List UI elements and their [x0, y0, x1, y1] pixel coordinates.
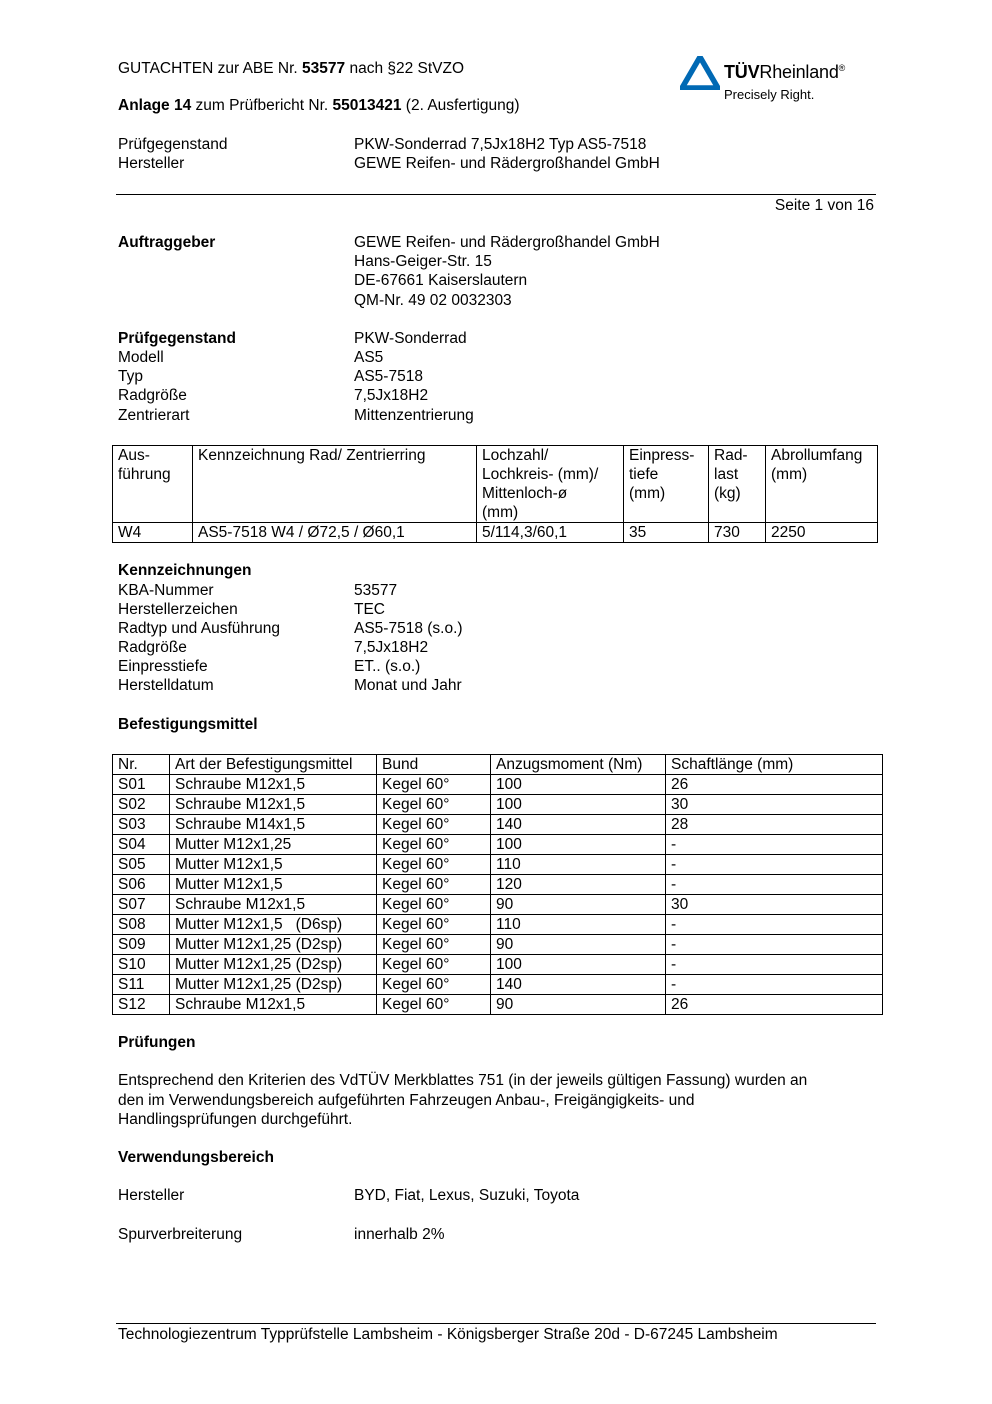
fasteners-cell: 30: [666, 895, 883, 915]
fasteners-cell: 100: [491, 795, 666, 815]
wheel-table-row: [113, 523, 878, 543]
table-row: [113, 815, 883, 835]
fasteners-cell: Schraube M12x1,5: [170, 895, 377, 915]
wheel-header-cell: [766, 446, 878, 523]
client-label: Auftraggeber: [118, 234, 216, 251]
fasteners-cell: Schraube M12x1,5: [170, 995, 377, 1015]
tests-text-line: Entsprechend den Kriterien des VdTÜV Merkblattes 751 (in der jeweils gültigen Fassung) wurden an: [118, 1072, 808, 1089]
wheel-cell: 2250: [766, 523, 878, 543]
wheel-header-line: Abrollumfang: [771, 447, 863, 464]
fasteners-cell: S10: [113, 955, 170, 975]
marking-value: AS5-7518 (s.o.): [354, 620, 463, 637]
fasteners-cell: 90: [491, 995, 666, 1015]
table-row: [113, 955, 883, 975]
fasteners-cell: -: [666, 955, 883, 975]
wheel-header-cell: [113, 446, 193, 523]
fasteners-table: [112, 754, 883, 1015]
type-label: Typ: [118, 368, 143, 385]
wheel-cell: W4: [113, 523, 193, 543]
fasteners-cell: 140: [491, 975, 666, 995]
fasteners-cell: S02: [113, 795, 170, 815]
manufacturer-label: Hersteller: [118, 155, 185, 172]
fasteners-cell: Mutter M12x1,5: [170, 855, 377, 875]
annex-line: Anlage 14 zum Prüfbericht Nr. 55013421 (2. Ausfertigung): [118, 97, 520, 114]
wheel-header-line: last: [714, 466, 739, 483]
fasteners-cell: S07: [113, 895, 170, 915]
fasteners-cell: S01: [113, 775, 170, 795]
marking-label: Herstellerzeichen: [118, 601, 238, 618]
marking-label: Radtyp und Ausführung: [118, 620, 281, 637]
model-value: AS5: [354, 349, 384, 366]
wheel-header-line: Mittenloch-ø: [482, 485, 568, 502]
wheel-version-table: [112, 445, 878, 543]
wheel-header-line: (kg): [714, 485, 741, 502]
usage-manufacturer-label: Hersteller: [118, 1187, 185, 1204]
wheel-header-line: (mm): [482, 504, 519, 521]
fasteners-cell: S04: [113, 835, 170, 855]
test-object-heading: Prüfgegenstand: [118, 330, 236, 347]
fasteners-cell: -: [666, 915, 883, 935]
fasteners-cell: Mutter M12x1,5: [170, 875, 377, 895]
fasteners-header-cell: Schaftlänge (mm): [666, 755, 883, 775]
test-report-number: 55013421: [332, 97, 402, 114]
fasteners-cell: Schraube M14x1,5: [170, 815, 377, 835]
fasteners-header-cell: Nr.: [113, 755, 170, 775]
tests-text-line: Handlingsprüfungen durchgeführt.: [118, 1111, 353, 1128]
fasteners-cell: S05: [113, 855, 170, 875]
abe-number: 53577: [302, 60, 346, 77]
track-widening-value: innerhalb 2%: [354, 1226, 445, 1243]
wheel-header-line: tiefe: [629, 466, 659, 483]
fasteners-cell: 90: [491, 895, 666, 915]
subject-value: PKW-Sonderrad 7,5Jx18H2 Typ AS5-7518: [354, 136, 647, 153]
fasteners-cell: S12: [113, 995, 170, 1015]
marking-value: 53577: [354, 582, 398, 599]
marking-label: Herstelldatum: [118, 677, 214, 694]
tuv-triangle-icon: [680, 56, 720, 90]
wheel-header-cell: [709, 446, 766, 523]
fasteners-cell: Schraube M12x1,5: [170, 795, 377, 815]
wheel-header-line: führung: [118, 466, 171, 483]
wheel-cell: 730: [709, 523, 766, 543]
table-row: [113, 995, 883, 1015]
subject-label: Prüfgegenstand: [118, 136, 228, 153]
wheel-cell: AS5-7518 W4 / Ø72,5 / Ø60,1: [193, 523, 477, 543]
test-object-value: PKW-Sonderrad: [354, 330, 467, 347]
marking-value: 7,5Jx18H2: [354, 639, 429, 656]
page-indicator: Seite 1 von 16: [774, 197, 874, 214]
fasteners-cell: -: [666, 935, 883, 955]
client-name: GEWE Reifen- und Rädergroßhandel GmbH: [354, 234, 660, 251]
fasteners-cell: Kegel 60°: [377, 855, 491, 875]
footer-address: Technologiezentrum Typprüfstelle Lambsheim - Königsberger Straße 20d - D-67245 Lambsheim: [118, 1326, 778, 1343]
table-row: [113, 915, 883, 935]
markings-heading: Kennzeichnungen: [118, 562, 252, 579]
fasteners-cell: Kegel 60°: [377, 895, 491, 915]
header-divider: [116, 194, 876, 195]
tests-text-line: den im Verwendungsbereich aufgeführten Fahrzeugen Anbau-, Freigängigkeits- und: [118, 1092, 695, 1109]
marking-label: KBA-Nummer: [118, 582, 214, 599]
table-row: [113, 895, 883, 915]
marking-label: Radgröße: [118, 639, 187, 656]
usage-heading: Verwendungsbereich: [118, 1149, 274, 1166]
fasteners-heading: Befestigungsmittel: [118, 716, 258, 733]
fasteners-cell: Kegel 60°: [377, 775, 491, 795]
fasteners-cell: -: [666, 835, 883, 855]
wheel-header-line: (mm): [629, 485, 666, 502]
report-title-line: GUTACHTEN zur ABE Nr. 53577 nach §22 StVZO: [118, 60, 465, 77]
centering-value: Mittenzentrierung: [354, 407, 474, 424]
fasteners-header-cell: Art der Befestigungsmittel: [170, 755, 377, 775]
fasteners-cell: S03: [113, 815, 170, 835]
fasteners-cell: S08: [113, 915, 170, 935]
wheel-size-value: 7,5Jx18H2: [354, 387, 429, 404]
marking-value: TEC: [354, 601, 385, 618]
fasteners-header-row: [113, 755, 883, 775]
table-row: [113, 975, 883, 995]
fasteners-cell: 26: [666, 995, 883, 1015]
fasteners-cell: Kegel 60°: [377, 835, 491, 855]
fasteners-cell: -: [666, 975, 883, 995]
fasteners-cell: Mutter M12x1,25 (D2sp): [170, 975, 377, 995]
logo-tagline: Precisely Right.: [724, 87, 815, 102]
fasteners-cell: 30: [666, 795, 883, 815]
track-widening-label: Spurverbreiterung: [118, 1226, 243, 1243]
fasteners-cell: Kegel 60°: [377, 915, 491, 935]
fasteners-header-cell: Anzugsmoment (Nm): [491, 755, 666, 775]
table-row: [113, 795, 883, 815]
footer-divider: [116, 1323, 876, 1324]
table-row: [113, 775, 883, 795]
fasteners-cell: 110: [491, 915, 666, 935]
wheel-header-line: Rad-: [714, 447, 748, 464]
fasteners-cell: 110: [491, 855, 666, 875]
fasteners-cell: 28: [666, 815, 883, 835]
wheel-header-cell: [477, 446, 624, 523]
fasteners-cell: Kegel 60°: [377, 995, 491, 1015]
table-row: [113, 935, 883, 955]
client-city: DE-67661 Kaiserslautern: [354, 272, 528, 289]
fasteners-cell: 100: [491, 835, 666, 855]
fasteners-cell: Mutter M12x1,25 (D2sp): [170, 935, 377, 955]
wheel-header-line: Einpress-: [629, 447, 695, 464]
wheel-table-header-row: [113, 446, 878, 523]
fasteners-cell: Kegel 60°: [377, 815, 491, 835]
fasteners-cell: 26: [666, 775, 883, 795]
marking-value: ET.. (s.o.): [354, 658, 421, 675]
fasteners-cell: Kegel 60°: [377, 975, 491, 995]
client-qm-number: QM-Nr. 49 02 0032303: [354, 292, 512, 309]
table-row: [113, 875, 883, 895]
table-row: [113, 835, 883, 855]
fasteners-cell: Mutter M12x1,25 (D2sp): [170, 955, 377, 975]
wheel-cell: 5/114,3/60,1: [477, 523, 624, 543]
fasteners-cell: Kegel 60°: [377, 935, 491, 955]
fasteners-cell: 100: [491, 775, 666, 795]
fasteners-cell: Mutter M12x1,25: [170, 835, 377, 855]
client-street: Hans-Geiger-Str. 15: [354, 253, 492, 270]
usage-manufacturer-value: BYD, Fiat, Lexus, Suzuki, Toyota: [354, 1187, 580, 1204]
wheel-size-label: Radgröße: [118, 387, 187, 404]
tests-heading: Prüfungen: [118, 1034, 196, 1051]
manufacturer-value: GEWE Reifen- und Rädergroßhandel GmbH: [354, 155, 660, 172]
fasteners-cell: S11: [113, 975, 170, 995]
fasteners-cell: 90: [491, 935, 666, 955]
table-row: [113, 855, 883, 875]
fasteners-cell: Schraube M12x1,5: [170, 775, 377, 795]
centering-label: Zentrierart: [118, 407, 190, 424]
wheel-header-line: Lochkreis- (mm)/: [482, 466, 599, 483]
type-value: AS5-7518: [354, 368, 423, 385]
marking-value: Monat und Jahr: [354, 677, 462, 694]
wheel-header-line: Kennzeichnung Rad/ Zentrierring: [198, 447, 426, 464]
fasteners-cell: 100: [491, 955, 666, 975]
wheel-header-cell: [624, 446, 709, 523]
tuv-rheinland-logo: [680, 56, 870, 106]
fasteners-cell: -: [666, 855, 883, 875]
wheel-header-line: Aus-: [118, 447, 150, 464]
fasteners-cell: -: [666, 875, 883, 895]
wheel-cell: 35: [624, 523, 709, 543]
fasteners-cell: Kegel 60°: [377, 955, 491, 975]
fasteners-header-cell: Bund: [377, 755, 491, 775]
wheel-header-line: Lochzahl/: [482, 447, 549, 464]
model-label: Modell: [118, 349, 164, 366]
fasteners-cell: 140: [491, 815, 666, 835]
wheel-header-line: (mm): [771, 466, 808, 483]
fasteners-cell: S09: [113, 935, 170, 955]
fasteners-cell: 120: [491, 875, 666, 895]
fasteners-cell: S06: [113, 875, 170, 895]
logo-wordmark: TÜVRheinland®: [724, 62, 846, 82]
fasteners-cell: Kegel 60°: [377, 795, 491, 815]
wheel-header-cell: [193, 446, 477, 523]
fasteners-cell: Mutter M12x1,5 (D6sp): [170, 915, 377, 935]
fasteners-cell: Kegel 60°: [377, 875, 491, 895]
marking-label: Einpresstiefe: [118, 658, 208, 675]
